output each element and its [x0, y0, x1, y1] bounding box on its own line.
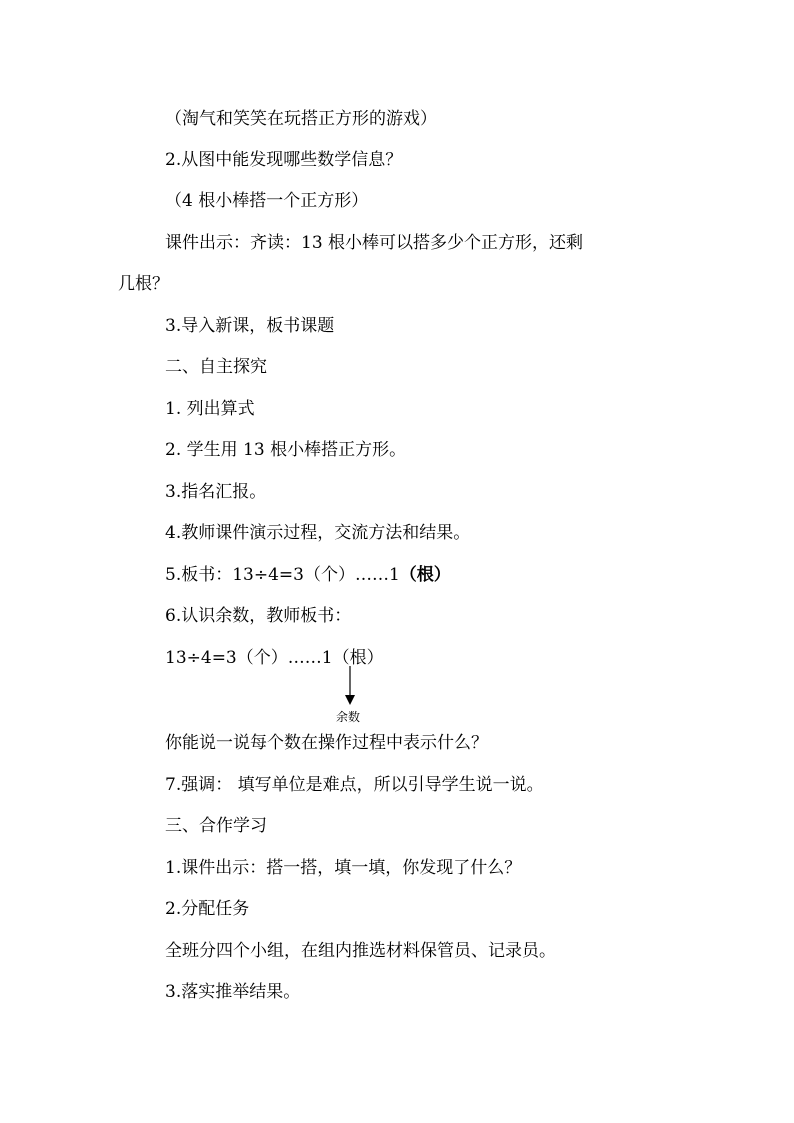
text-line-19: 2.分配任务: [165, 899, 250, 919]
text-line-8: 1. 列出算式: [165, 399, 255, 419]
text-line-16: 7.强调： 填写单位是难点，所以引导学生说一说。: [165, 775, 544, 795]
text-line-18: 1.课件出示：搭一搭，填一填，你发现了什么？: [165, 858, 522, 878]
text-line-11: 4.教师课件演示过程，交流方法和结果。: [165, 523, 471, 543]
arrow-down-icon: [342, 666, 358, 706]
text-line-3: （4 根小棒搭一个正方形）: [165, 191, 369, 211]
text-line-10: 3.指名汇报。: [165, 482, 267, 502]
division-formula: 13÷4=3（个）……1（根）: [165, 648, 384, 668]
text-line-6: 3.导入新课，板书课题: [165, 316, 335, 336]
board-formula-unit: （根）: [399, 565, 451, 585]
text-line-21: 3.落实推举结果。: [165, 982, 301, 1002]
section-heading-2: 二、自主探究: [165, 357, 267, 377]
text-line-12: [165, 564, 451, 586]
board-formula: 5.板书：13÷4=3（个）……1: [165, 565, 400, 585]
remainder-label: 余数: [336, 710, 361, 724]
text-line-13: 6.认识余数，教师板书：: [165, 606, 352, 626]
text-line-1: （淘气和笑笑在玩搭正方形的游戏）: [165, 109, 437, 129]
text-line-20: 全班分四个小组，在组内推选材料保管员、记录员。: [165, 941, 556, 961]
text-line-4: 课件出示：齐读：13 根小棒可以搭多少个正方形，还剩: [165, 233, 584, 253]
text-line-15: 你能说一说每个数在操作过程中表示什么？: [165, 733, 488, 753]
text-line-9: 2. 学生用 13 根小棒搭正方形。: [165, 440, 407, 460]
section-heading-3: 三、合作学习: [165, 816, 267, 836]
text-line-5: 几根？: [118, 274, 169, 294]
text-line-2: 2.从图中能发现哪些数学信息？: [165, 150, 403, 170]
